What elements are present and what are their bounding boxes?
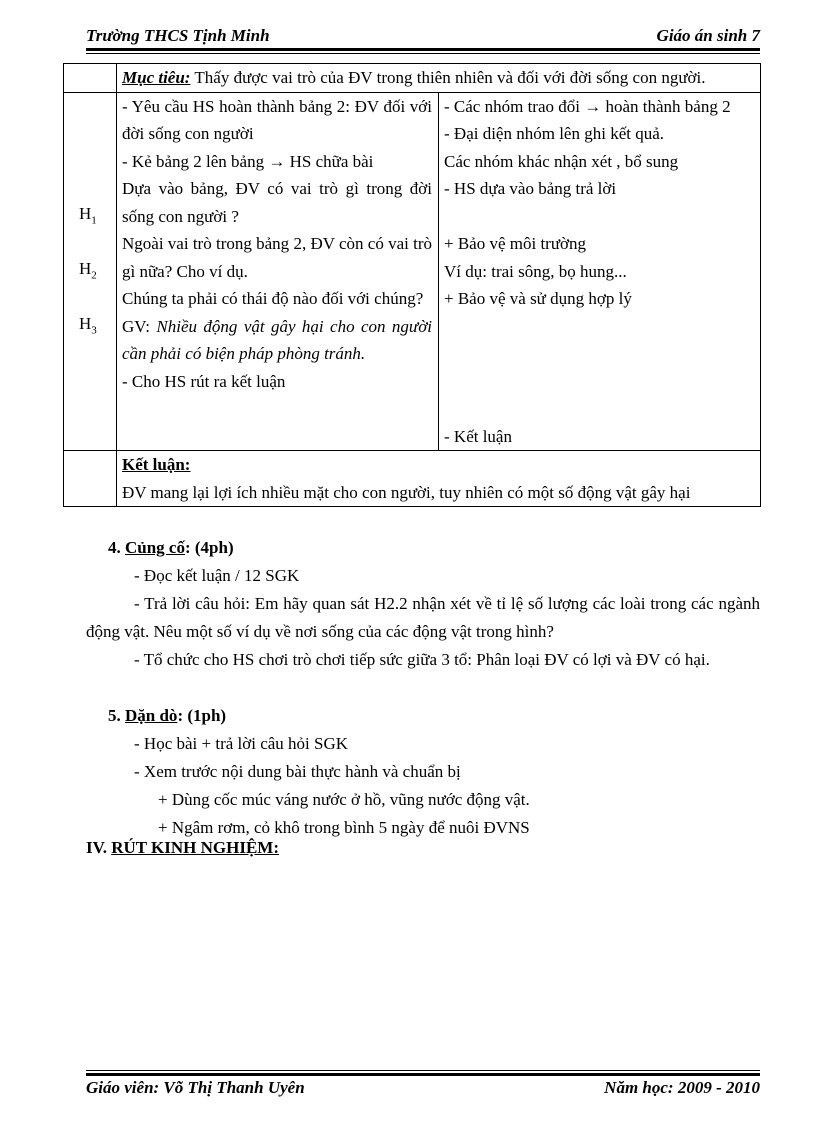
teacher-line: - Yêu cầu HS hoàn thành bảng 2: ĐV đối với đời sống con người bbox=[122, 96, 432, 143]
conclusion-label: Kết luận: bbox=[122, 455, 191, 474]
school-year: Năm học: 2009 - 2010 bbox=[604, 1078, 760, 1097]
header-rule-thin bbox=[86, 53, 760, 54]
footer-rule-thick bbox=[86, 1073, 760, 1076]
section-5-subline: + Dùng cốc múc váng nước ở hồ, vũng nước động vật. bbox=[158, 790, 530, 809]
teacher-name: Giáo viên: Võ Thị Thanh Uyên bbox=[86, 1078, 305, 1097]
question-label-h2: $H_2$ bbox=[79, 259, 97, 282]
school-name: Trường THCS Tịnh Minh bbox=[86, 26, 270, 45]
section-5 bbox=[86, 702, 760, 842]
section-5-subline: + Ngâm rơm, cỏ khô trong bình 5 ngày để nuôi ĐVNS bbox=[158, 818, 530, 837]
student-activity-cell bbox=[439, 92, 761, 451]
conclusion-text: ĐV mang lại lợi ích nhiều mặt cho con người, tuy nhiên có một số động vật gây hại bbox=[122, 482, 691, 502]
document-subject: Giáo án sinh 7 bbox=[656, 26, 760, 45]
question-label-h1: $H_1$ bbox=[79, 204, 97, 227]
student-line: + Bảo vệ môi trường bbox=[444, 234, 587, 253]
spacer bbox=[444, 313, 754, 423]
section-5-heading: 5. Dặn dò: (1ph) bbox=[108, 706, 227, 725]
section-iv bbox=[86, 834, 760, 862]
section-4-line: - Đọc kết luận / 12 SGK bbox=[134, 566, 300, 585]
header-rule-thick bbox=[86, 48, 760, 51]
student-line: - Đại diện nhóm lên ghi kết quả. bbox=[444, 124, 665, 143]
teacher-line: Dựa vào bảng, ĐV có vai trò gì trong đời sống con người ? bbox=[122, 179, 432, 226]
objective-label: Mục tiêu: bbox=[122, 68, 191, 87]
student-line: - Các nhóm trao đổi → hoàn thành bảng 2 bbox=[444, 96, 731, 116]
empty-cell bbox=[64, 451, 117, 507]
section-4 bbox=[86, 534, 760, 674]
student-line: Các nhóm khác nhận xét , bổ sung bbox=[444, 151, 679, 171]
student-line: - HS dựa vào bảng trả lời bbox=[444, 179, 617, 198]
gv-note-text: Nhiều động vật gây hại cho con người cần phải có biện pháp phòng tránh. bbox=[122, 316, 433, 363]
section-4-heading: 4. Củng cố: (4ph) bbox=[108, 538, 234, 557]
section-4-line: - Trả lời câu hỏi: Em hãy quan sát H2.2 nhận xét về tỉ lệ số lượng các loài trong các ngành động vật. Nêu một số ví dụ về nơi sống của các động vật trong hình? bbox=[86, 594, 760, 641]
empty-cell bbox=[64, 64, 117, 93]
section-5-line: - Xem trước nội dung bài thực hành và chuẩn bị bbox=[134, 762, 461, 781]
teacher-line: Ngoài vai trò trong bảng 2, ĐV còn có vai trò gì nữa? Cho ví dụ. bbox=[122, 234, 432, 281]
section-5-line: - Học bài + trả lời câu hỏi SGK bbox=[134, 734, 349, 753]
teacher-line: - Cho HS rút ra kết luận bbox=[122, 371, 286, 391]
objective-row bbox=[64, 64, 761, 93]
student-line: - Kết luận bbox=[444, 426, 512, 446]
objective-text: Thấy được vai trò của ĐV trong thiên nhiên và đối với đời sống con người. bbox=[190, 68, 706, 87]
teacher-activity-cell bbox=[117, 92, 439, 451]
footer-rule-thin bbox=[86, 1070, 760, 1071]
student-line: Ví dụ: trai sông, bọ hung... bbox=[444, 261, 627, 281]
conclusion-cell bbox=[117, 451, 761, 507]
conclusion-row bbox=[64, 451, 761, 507]
teacher-line: Chúng ta phải có thái độ nào đối với chúng? bbox=[122, 289, 424, 308]
teacher-gv-note bbox=[122, 313, 432, 368]
spacer bbox=[444, 203, 754, 231]
objective-cell bbox=[117, 64, 761, 93]
activity-table bbox=[63, 63, 761, 507]
student-line: + Bảo vệ và sử dụng hợp lý bbox=[444, 289, 632, 308]
section-iv-heading: IV. RÚT KINH NGHIỆM: bbox=[86, 838, 280, 857]
activity-row bbox=[64, 92, 761, 451]
gv-label: GV: bbox=[122, 316, 157, 336]
section-4-line: - Tổ chức cho HS chơi trò chơi tiếp sức giữa 3 tổ: Phân loại ĐV có lợi và ĐV có hại. bbox=[134, 650, 710, 669]
question-label-h3: $H_3$ bbox=[79, 314, 97, 337]
teacher-line: - Kẻ bảng 2 lên bảng → HS chữa bài bbox=[122, 151, 374, 171]
